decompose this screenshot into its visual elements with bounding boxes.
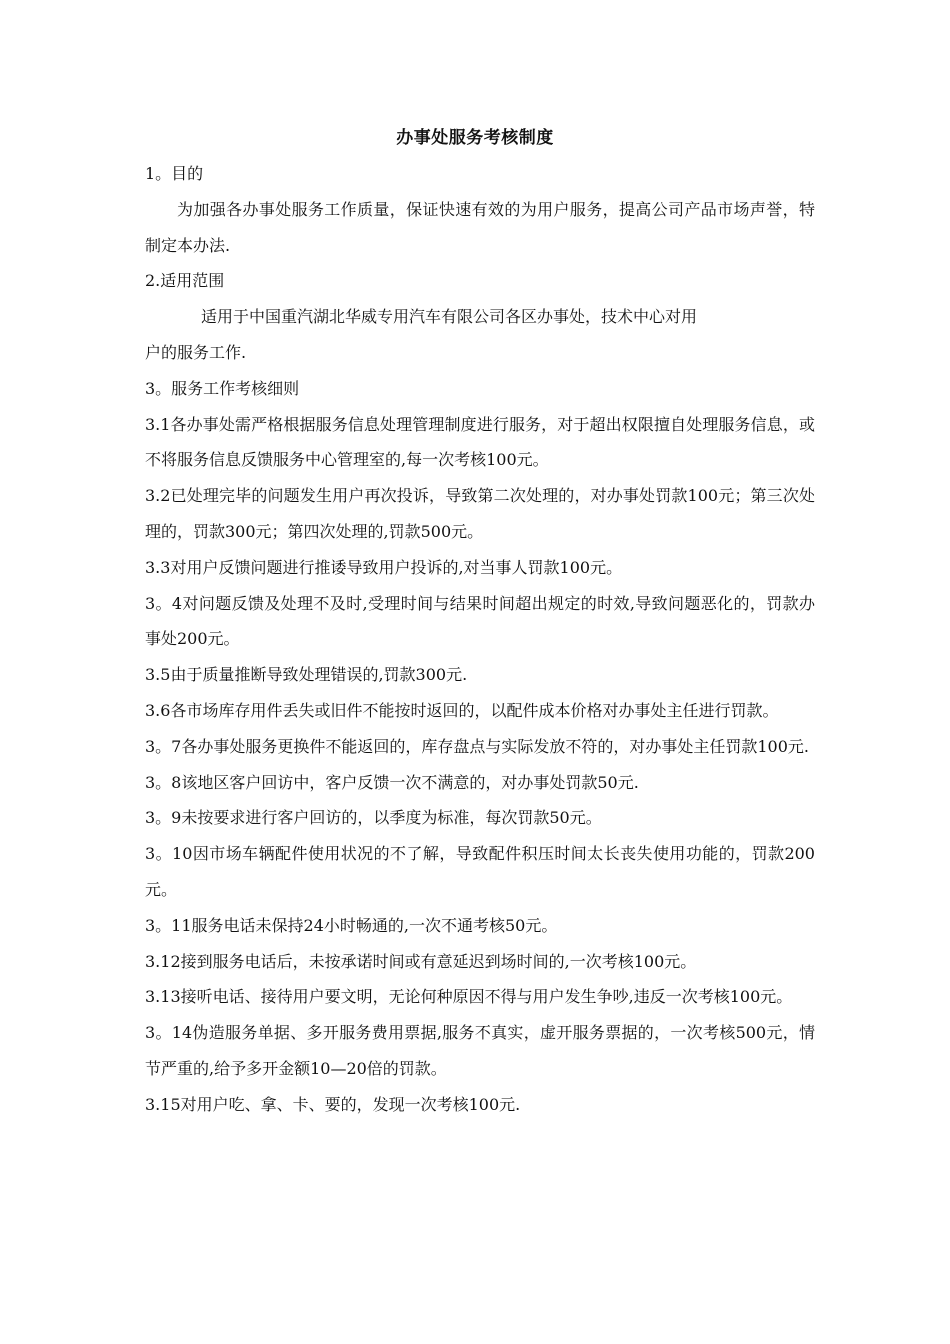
section-3-heading: 3。服务工作考核细则 (145, 378, 300, 398)
rule-item-3-8: 3。8该地区客户回访中，客户反馈一次不满意的，对办事处罚款50元. (145, 772, 639, 792)
rule-item-3-1: 3.1各办事处需严格根据服务信息处理管理制度进行服务，对于超出权限擅自处理服务信息，或不将服务信息反馈服务中心管理室的,每一次考核100元。 (145, 414, 815, 470)
rule-item-3-14: 3。14伪造服务单据、多开服务费用票据,服务不真实，虚开服务票据的，一次考核500元，情节严重的,给予多开金额10—20倍的罚款。 (145, 1023, 815, 1078)
document-title: 办事处服务考核制度 (396, 128, 554, 148)
section-2-body-line-2: 户的服务工作. (145, 342, 247, 362)
document-body (145, 156, 815, 1123)
section-2-body-line-1: 适用于中国重汽湖北华威专用汽车有限公司各区办事处，技术中心对用 (201, 307, 698, 327)
section-1-body: 为加强各办事处服务工作质量，保证快速有效的为用户服务，提高公司产品市场声誉，特制定本办法. (145, 199, 815, 255)
rule-item-3-13: 3.13接听电话、接待用户要文明，无论何种原因不得与用户发生争吵,违反一次考核100元。 (145, 987, 793, 1007)
rule-item-3-10: 3。10因市场车辆配件使用状况的不了解，导致配件积压时间太长丧失使用功能的，罚款200元。 (145, 844, 815, 899)
rule-item-3-7: 3。7各办事处服务更换件不能返回的，库存盘点与实际发放不符的，对办事处主任罚款100元. (145, 736, 809, 756)
section-2-heading: 2.适用范围 (145, 271, 225, 291)
rule-item-3-3: 3.3对用户反馈问题进行推诿导致用户投诉的,对当事人罚款100元。 (145, 557, 623, 577)
rule-item-3-2: 3.2已处理完毕的问题发生用户再次投诉，导致第二次处理的，对办事处罚款100元；第三次处理的，罚款300元；第四次处理的,罚款500元。 (145, 486, 815, 541)
rule-item-3-11: 3。11服务电话未保持24小时畅通的,一次不通考核50元。 (145, 915, 558, 935)
section-1-heading: 1。目的 (145, 164, 204, 183)
rule-item-3-15: 3.15对用户吃、拿、卡、要的，发现一次考核100元. (145, 1094, 521, 1114)
rule-item-3-9: 3。9未按要求进行客户回访的，以季度为标准，每次罚款50元。 (145, 808, 602, 828)
rule-item-3-6: 3.6各市场库存用件丢失或旧件不能按时返回的，以配件成本价格对办事处主任进行罚款。 (145, 700, 779, 720)
rule-item-3-5: 3.5由于质量推断导致处理错误的,罚款300元. (145, 665, 468, 685)
rule-item-3-4: 3。4对问题反馈及处理不及时,受理时间与结果时间超出规定的时效,导致问题恶化的，罚款办事处200元。 (145, 593, 815, 649)
rule-item-3-12: 3.12接到服务电话后，未按承诺时间或有意延迟到场时间的,一次考核100元。 (145, 951, 697, 971)
